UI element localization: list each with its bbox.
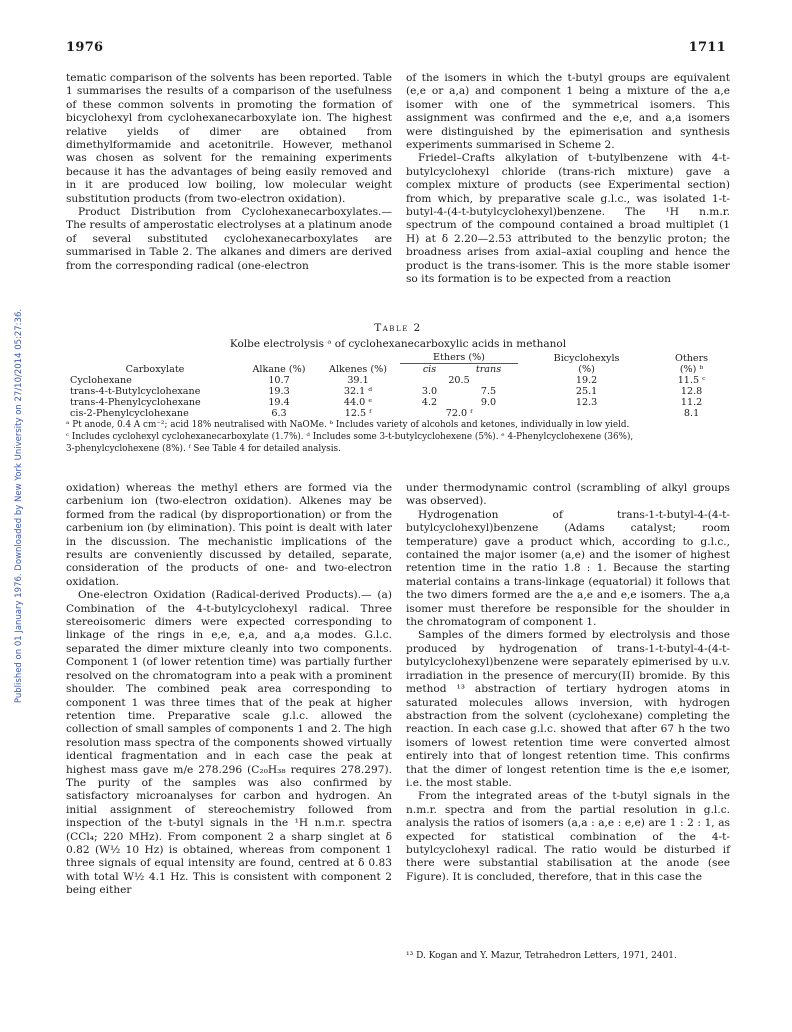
table-footnote: 3-phenylcyclohexene (8%). ᶠ See Table 4 for detailed analysis. bbox=[66, 444, 341, 454]
header-carboxylate: Carboxylate bbox=[125, 364, 185, 375]
paragraph: tematic comparison of the solvents has been reported. Table 1 summarises the results of a comparison of the usefulness of these common solvents in promoting the formation of bicyclohexyl from cyclohexanecarboxylate ion. The highest relative yields of dimer are obtained from dimethylformamide and acetonitrile. However, methanol was chosen as solvent for the remaining experiments because it has the advantages of being easily removed and in it are produced low boiling, low molecular weight substitution products (from two-electron oxidation). bbox=[66, 72, 392, 205]
header-ethers: Ethers (%) bbox=[400, 352, 518, 364]
cell-trans: 9.0 bbox=[480, 397, 497, 408]
table-caption: Table 2 bbox=[374, 322, 422, 334]
cell-others: 11.2 bbox=[680, 397, 703, 408]
cell-ethers: 72.0 ᶠ bbox=[445, 408, 473, 419]
header-trans: trans bbox=[475, 364, 502, 375]
cell-alkane: 10.7 bbox=[268, 375, 290, 386]
cell-alkane: 19.4 bbox=[268, 397, 290, 408]
cell-alkane: 19.3 bbox=[268, 386, 290, 397]
cell-alkenes: 32.1 ᵈ bbox=[343, 386, 373, 397]
row-name: trans-4-Phenylcyclohexane bbox=[70, 397, 201, 408]
table-2 bbox=[66, 322, 730, 455]
cell-ethers: 20.5 bbox=[448, 375, 470, 386]
row-name: trans-4-t-Butylcyclohexane bbox=[70, 386, 201, 397]
paragraph: Product Distribution from Cyclohexanecarboxylates.— The results of amperostatic electrolyses at a platinum anode of several substituted cyclohexanecarboxylates are summarised in Table 2. The alkanes and dimers are derived from the corresponding radical (one-electron bbox=[66, 206, 392, 272]
table-row bbox=[68, 408, 728, 419]
download-watermark[interactable]: Published on 01 January 1976. Downloaded by New York University on 27/10/2014 05:27:36. bbox=[14, 308, 24, 704]
page-number: 1711 bbox=[688, 40, 726, 55]
header-alkenes: Alkenes (%) bbox=[329, 364, 387, 375]
paragraph: of the isomers in which the t-butyl groups are equivalent (e,e or a,a) and component 1 being a mixture of the a,e isomer with one of the symmetrical isomers. This assignment was confirmed and the e,e, and a,a isomers were distinguished by the epimerisation and synthesis experiments summarised in Scheme 2. bbox=[406, 72, 730, 152]
header-cis: cis bbox=[422, 364, 437, 375]
paragraph: oxidation) whereas the methyl ethers are formed via the carbenium ion (two-electron oxidation). Alkenes may be formed from the radical (by disproportionation) or from the carbenium ion (by elimination). This point is dealt with later in the discussion. The mechanistic implications of the results are conveniently discussed by detailed, separate, consideration of the products of one- and two-electron oxidation. bbox=[66, 482, 392, 588]
row-name: cis-2-Phenylcyclohexane bbox=[70, 408, 189, 419]
page-year: 1976 bbox=[66, 40, 104, 55]
cell-trans: 7.5 bbox=[480, 386, 497, 397]
column-left-bottom bbox=[66, 482, 392, 898]
column-right-bottom bbox=[406, 482, 730, 884]
paragraph: under thermodynamic control (scrambling of alkyl groups was observed). bbox=[406, 482, 730, 508]
cell-others: 12.8 bbox=[680, 386, 703, 397]
results-table bbox=[68, 352, 728, 419]
table-row bbox=[68, 386, 728, 397]
table-footnote: ᶜ Includes cyclohexyl cyclohexanecarboxylate (1.7%). ᵈ Includes some 3-t-butylcyclohexene (5%). ᵉ 4-Phenylcyclohexene (36%), bbox=[66, 432, 634, 442]
row-name: Cyclohexane bbox=[70, 375, 132, 386]
table-subtitle: Kolbe electrolysis ᵃ of cyclohexanecarboxylic acids in methanol bbox=[229, 338, 567, 350]
column-right-top bbox=[406, 72, 730, 287]
cell-alkenes: 12.5 ᶠ bbox=[344, 408, 372, 419]
cell-bicyclohexyls: 12.3 bbox=[575, 397, 598, 408]
cell-cis: 4.2 bbox=[421, 397, 438, 408]
header-alkane: Alkane (%) bbox=[252, 364, 306, 375]
header-others-unit: (%) ᵇ bbox=[679, 364, 704, 375]
paragraph: One-electron Oxidation (Radical-derived Products).— (a) Combination of the 4-t-butylcyclohexyl radical. Three stereoisomeric dimers were expected corresponding to linkage of the rings in e,e, e,a, and a,a modes. G.l.c. separated the dimer mixture cleanly into two components. Component 1 (of lower retention time) was partially further resolved on the chromatogram into a peak with a prominent shoulder. The combined peak area corresponding to component 1 was three times that of the peak at higher retention time. Preparative scale g.l.c. allowed the collection of small samples of components 1 and 2. The high resolution mass spectra of the components showed virtually identical fragmentation and in each case the peak at highest mass gave m/e 278.296 (C₂₀H₃₈ requires 278.297). The purity of the samples was also confirmed by satisfactory microanalyses for carbon and hydrogen. An initial assignment of stereochemistry followed from inspection of the t-butyl signals in the ¹H n.m.r. spectra (CCl₄; 220 MHz). From component 2 a sharp singlet at δ 0.82 (W½ 10 Hz) is obtained, whereas from component 1 three signals of equal intensity are found, centred at δ 0.83 with total W½ 4.1 Hz. This is consistent with component 2 being either bbox=[66, 589, 392, 897]
paragraph: Friedel–Crafts alkylation of t-butylbenzene with 4-t-butylcyclohexyl chloride (trans-rich mixture) gave a complex mixture of products (see Experimental section) from which, by preparative scale g.l.c., was isolated 1-t-butyl-4-(4-t-butylcyclohexyl)benzene. The ¹H n.m.r. spectrum of the compound contained a broad multiplet (1 H) at δ 2.20—2.53 attributed to the benzylic proton; the broadness arises from axial–axial coupling and hence the product is the trans-isomer. This is the more stable isomer so its formation is to be expected from a reaction bbox=[406, 152, 730, 286]
cell-others: 11.5 ᶜ bbox=[677, 375, 706, 386]
paragraph: From the integrated areas of the t-butyl signals in the n.m.r. spectra and from the partial resolution in g.l.c. analysis the ratios of isomers (a,a : a,e : e,e) are 1 : 2 : 1, as expected for statistical combination of the 4-t-butylcyclohexyl radical. The ratio would be disturbed if there were substantial stabilisation at the anode (see Figure). It is concluded, therefore, that in this case the bbox=[406, 790, 730, 883]
header-others: Others bbox=[675, 352, 709, 364]
reference-footnote: ¹³ D. Kogan and Y. Mazur, Tetrahedron Letters, 1971, 2401. bbox=[406, 951, 677, 961]
paragraph: Hydrogenation of trans-1-t-butyl-4-(4-t-butylcyclohexyl)benzene (Adams catalyst; room temperature) gave a product which, according to g.l.c., contained the major isomer (a,e) and the isomer of highest retention time in the ratio 1.8 : 1. Because the starting material contains a trans-linkage (equatorial) it follows that the two dimers formed are the a,e and e,e isomers. The a,a isomer must therefore be responsible for the shoulder in the chromatogram of component 1. bbox=[406, 508, 730, 629]
cell-alkane: 6.3 bbox=[271, 408, 287, 419]
cell-bicyclohexyls: 25.1 bbox=[575, 386, 598, 397]
cell-others: 8.1 bbox=[683, 408, 700, 419]
cell-cis: 3.0 bbox=[421, 386, 438, 397]
header-bicyclohexyls-unit: (%) bbox=[578, 364, 595, 375]
cell-bicyclohexyls bbox=[518, 408, 655, 419]
cell-alkenes: 39.1 bbox=[347, 375, 369, 386]
paragraph: Samples of the dimers formed by electrolysis and those produced by hydrogenation of trans-1-t-butyl-4-(4-t-butylcyclohexyl)benzene were separately epimerised by u.v. irradiation in the presence of mercury(II) bromide. By this method ¹³ abstraction of tertiary hydrogen atoms in saturated molecules allows inversion, with hydrogen abstraction from the solvent (cyclohexane) completing the reaction. In each case g.l.c. showed that after 67 h the two isomers of lowest retention time were converted almost entirely into that of longest retention time. This confirms that the dimer of longest retention time is the e,e isomer, i.e. the most stable. bbox=[406, 629, 730, 789]
table-row bbox=[68, 397, 728, 408]
column-left-top bbox=[66, 72, 392, 273]
header-bicyclohexyls: Bicyclohexyls bbox=[553, 352, 620, 364]
cell-alkenes: 44.0 ᵉ bbox=[343, 397, 373, 408]
cell-bicyclohexyls: 19.2 bbox=[575, 375, 598, 386]
table-footnote: ᵃ Pt anode, 0.4 A cm⁻²; acid 18% neutralised with NaOMe. ᵇ Includes variety of alcohols and ketones, individually in low yield. bbox=[66, 420, 630, 430]
table-row bbox=[68, 375, 728, 386]
